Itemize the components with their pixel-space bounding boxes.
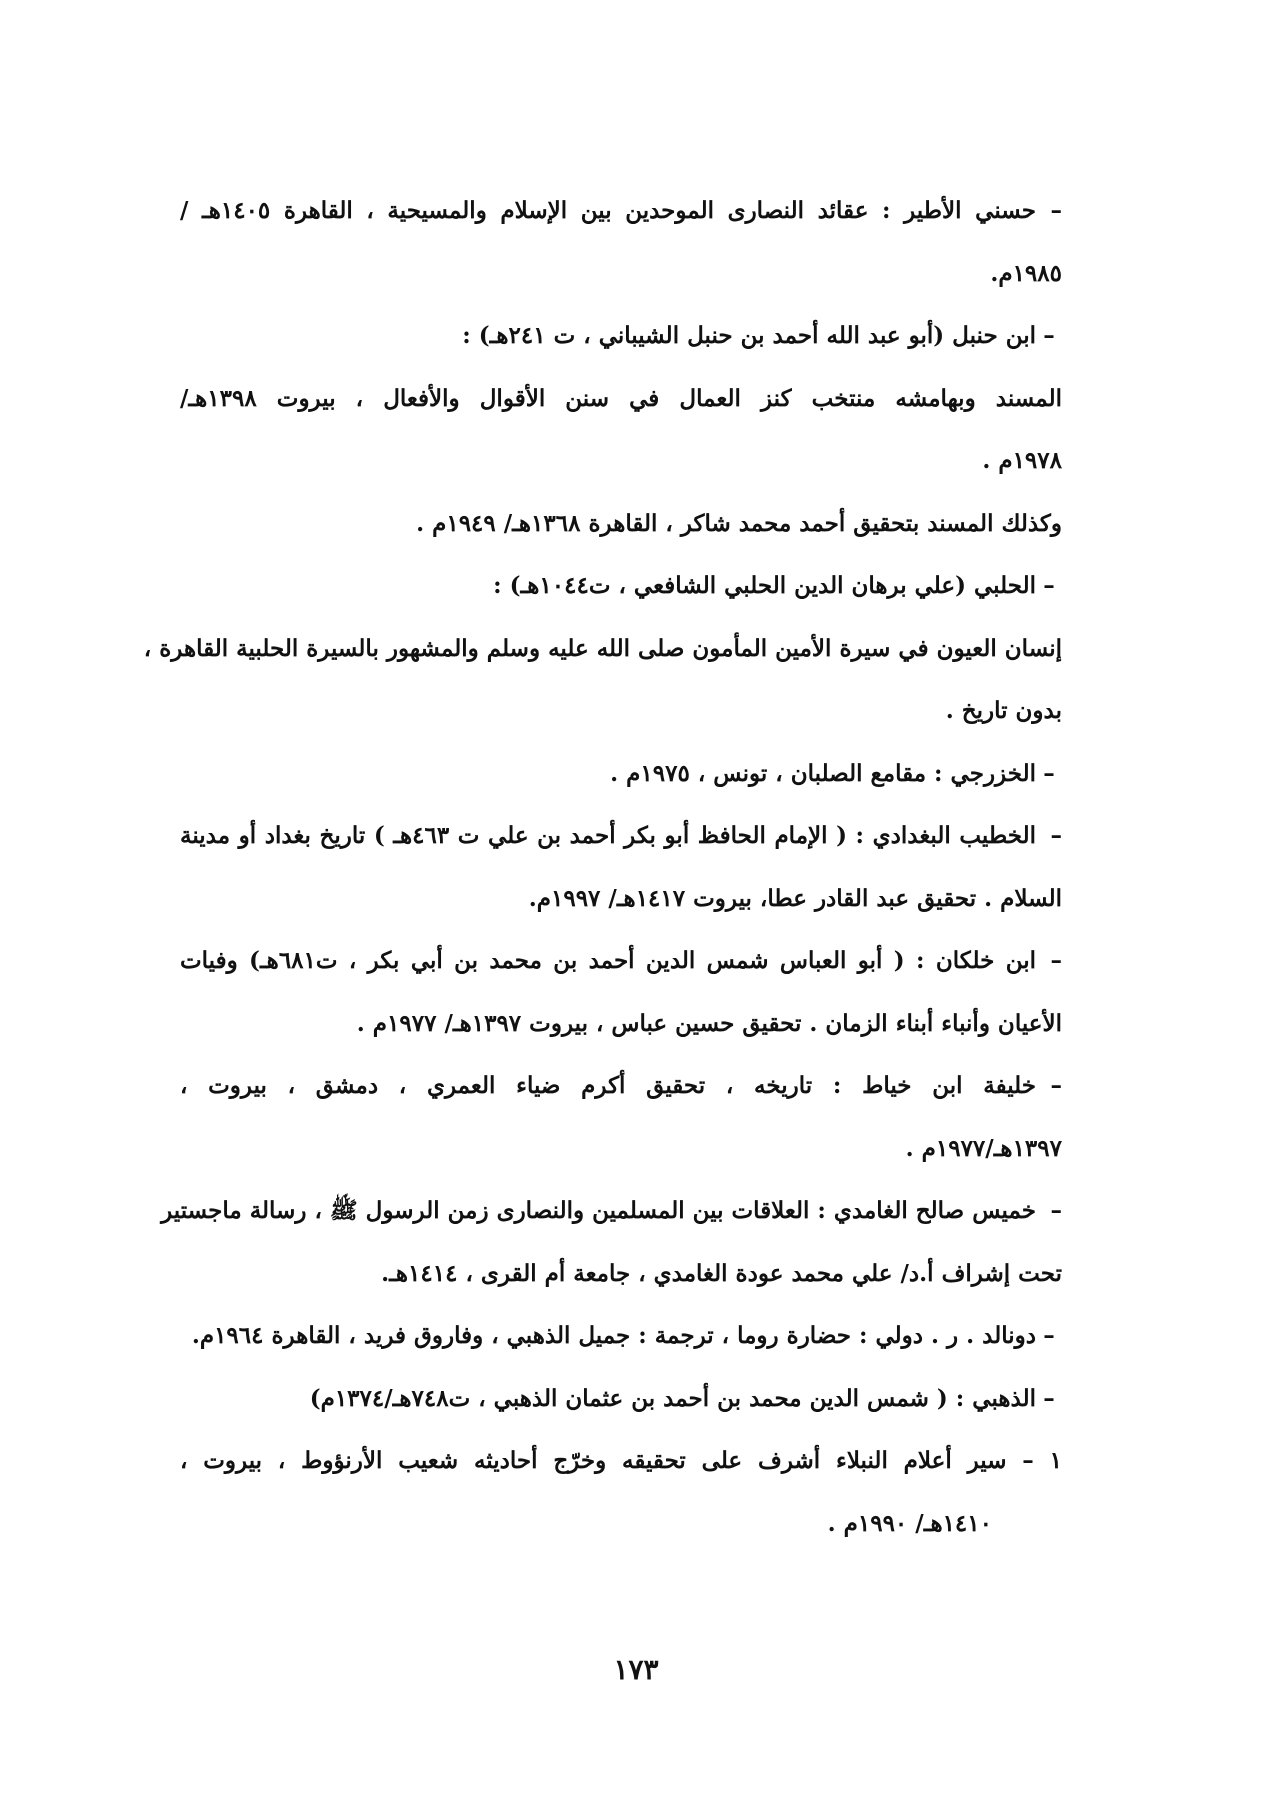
- bib-entry-al-dhahabi: [180, 1368, 1062, 1556]
- bibliography-list: [143, 180, 1062, 1555]
- list-dash: –: [1043, 1322, 1055, 1349]
- bib-line: [161, 1180, 1062, 1243]
- bib-entry-al-khatib: [180, 805, 1062, 930]
- bib-text: ابن خلكان : ( أبو العباس شمس الدين أحمد بن محمد بن أبي بكر ، ت٦٨١هـ) وفيات: [180, 947, 1036, 974]
- bib-line: بدون تاريخ .: [945, 697, 1062, 724]
- bib-line: [180, 1305, 1062, 1368]
- bib-text: دونالد . ر . دولي : حضارة روما ، ترجمة : جميل الذهبي ، وفاروق فريد ، القاهرة ١٩٦٤م.: [191, 1322, 1036, 1349]
- bib-line: ١٩٧٨م .: [982, 447, 1062, 474]
- bib-text: ابن حنبل (أبو عبد الله أحمد بن حنبل الشيباني ، ت ٢٤١هـ) :: [462, 322, 1036, 349]
- bib-entry-ibn-khallikan: [180, 930, 1062, 1055]
- list-dash: –: [1043, 572, 1055, 599]
- bib-text: خليفة ابن خياط : تاريخه ، تحقيق أكرم ضياء العمري ، دمشق ، بيروت ،: [180, 1072, 1036, 1099]
- bib-text: الذهبي : ( شمس الدين محمد بن أحمد بن عثمان الذهبي ، ت٧٤٨هـ/١٣٧٤م): [309, 1384, 1036, 1412]
- bib-text: الحلبي (علي برهان الدين الحلبي الشافعي ، ت١٠٤٤هـ) :: [493, 572, 1036, 599]
- bib-line: الأعيان وأنباء أبناء الزمان . تحقيق حسين عباس ، بيروت ١٣٩٧هـ/ ١٩٧٧م .: [356, 1009, 1062, 1037]
- bib-line: [180, 743, 1062, 806]
- bib-entry-donald-dudley: [180, 1305, 1062, 1368]
- bib-line: [180, 180, 1062, 243]
- bib-line: [180, 930, 1062, 993]
- bib-entry-al-khazraji: [180, 743, 1062, 806]
- bib-line: ١٤١٠هـ/ ١٩٩٠م .: [827, 1509, 992, 1537]
- bib-text: خميس صالح الغامدي : العلاقات بين المسلمين والنصارى زمن الرسول ﷺ ، رسالة ماجستير: [161, 1197, 1036, 1224]
- list-dash: –: [1050, 947, 1062, 974]
- bib-entry-al-atir: [180, 180, 1062, 305]
- bib-line: تحت إشراف أ.د/ علي محمد عودة الغامدي ، جامعة أم القرى ، ١٤١٤هـ.: [381, 1259, 1062, 1287]
- bib-text: الخزرجي : مقامع الصلبان ، تونس ، ١٩٧٥م .: [610, 759, 1036, 787]
- bib-text: الخطيب البغدادي : ( الإمام الحافظ أبو بكر أحمد بن علي ت ٤٦٣هـ ) تاريخ بغداد أو مدينة: [180, 822, 1036, 849]
- bib-entry-ibn-hanbal: [180, 305, 1062, 555]
- bib-line: إنسان العيون في سيرة الأمين المأمون صلى الله عليه وسلم والمشهور بالسيرة الحلبية القاهرة ،: [143, 634, 1062, 662]
- bib-line: ١ – سير أعلام النبلاء أشرف على تحقيقه وخرّج أحاديثه شعيب الأرنؤوط ، بيروت ،: [180, 1447, 1062, 1474]
- list-dash: –: [1050, 1197, 1062, 1224]
- bib-entry-al-ghamdi: [161, 1180, 1062, 1305]
- list-dash: –: [1043, 759, 1055, 787]
- bib-line: وكذلك المسند بتحقيق أحمد محمد شاكر ، القاهرة ١٣٦٨هـ/ ١٩٤٩م .: [416, 509, 1062, 537]
- bib-line: [180, 1055, 1062, 1118]
- bib-line: [180, 555, 1062, 618]
- bib-line: ١٣٩٧هـ/١٩٧٧م .: [905, 1134, 1062, 1162]
- bib-line: [180, 305, 1062, 368]
- list-dash: –: [1050, 822, 1062, 849]
- bib-entry-khalifa: [180, 1055, 1062, 1180]
- bib-text: حسني الأطير : عقائد النصارى الموحدين بين الإسلام والمسيحية ، القاهرة ١٤٠٥هـ /: [180, 197, 1036, 224]
- list-dash: –: [1050, 1072, 1062, 1099]
- list-dash: –: [1043, 1384, 1055, 1412]
- list-dash: –: [1050, 197, 1062, 224]
- bib-entry-al-halabi: [143, 555, 1062, 743]
- page-number: ١٧٣: [613, 1653, 659, 1686]
- bib-line: [180, 1368, 1062, 1431]
- bib-line: [180, 805, 1062, 868]
- bib-line: المسند وبهامشه منتخب كنز العمال في سنن الأقوال والأفعال ، بيروت ١٣٩٨هـ/: [180, 384, 1062, 412]
- bib-line: السلام . تحقيق عبد القادر عطا، بيروت ١٤١٧هـ/ ١٩٩٧م.: [528, 884, 1062, 912]
- list-dash: –: [1043, 322, 1055, 349]
- bib-line: ١٩٨٥م.: [990, 259, 1062, 287]
